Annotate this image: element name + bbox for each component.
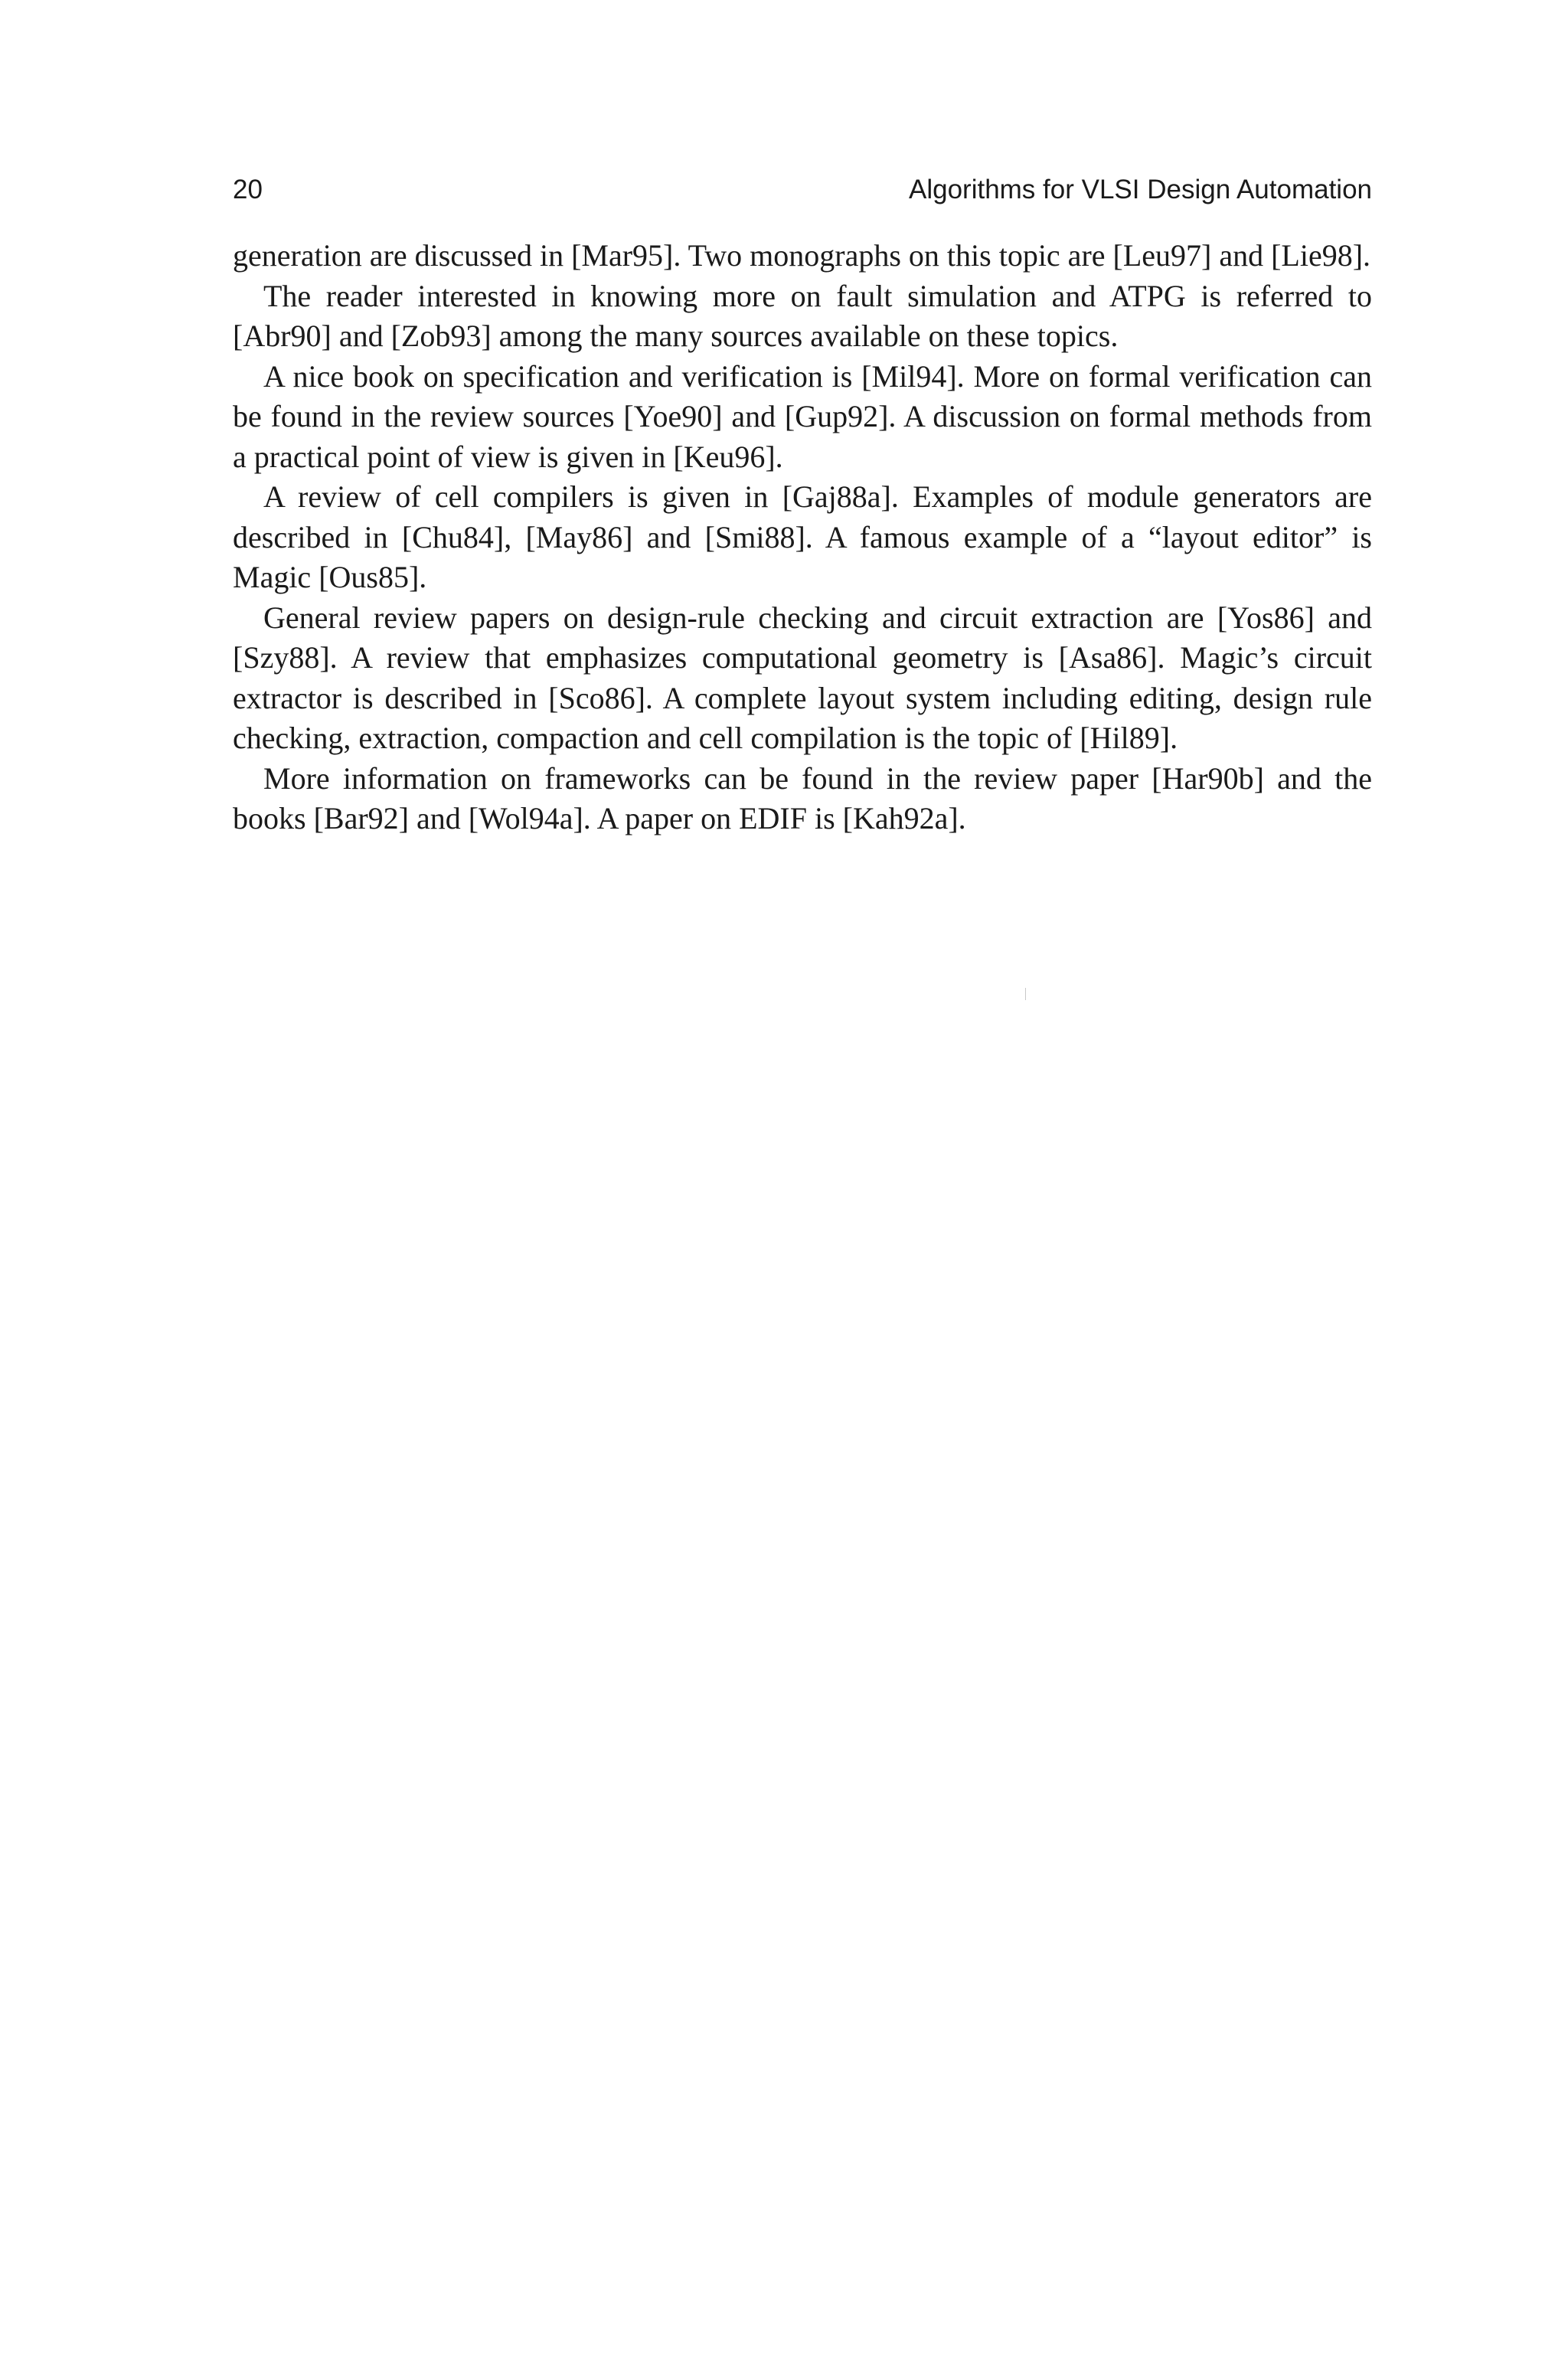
paragraph-cell-compilers: A review of cell compilers is given in [Gaj88a]. Examples of module generators are described in [Chu84], [May86] and [Smi88]. A famous example of a “layout editor” is Magic [Ous85]. — [233, 479, 1372, 594]
body-text — [233, 236, 1372, 839]
paragraph-fault-simulation: The reader interested in knowing more on fault simulation and ATPG is referred to [Abr90] and [Zob93] among the many sources available on these topics. — [233, 278, 1372, 353]
page-number: 20 — [233, 175, 263, 204]
paragraph-verification: A nice book on specification and verification is [Mil94]. More on formal verification can be found in the review sources [Yoe90] and [Gup92]. A discussion on formal methods from a practical point of view is given in [Keu96]. — [233, 358, 1372, 474]
paragraph-frameworks: More information on frameworks can be found in the review paper [Har90b] and the books [Bar92] and [Wol94a]. A paper on EDIF is [Kah92a]. — [233, 760, 1372, 835]
paragraph-continued: generation are discussed in [Mar95]. Two monographs on this topic are [Leu97] and [Lie98]. — [233, 238, 1371, 273]
book-title: Algorithms for VLSI Design Automation — [908, 175, 1372, 204]
paragraph-design-rule-checking: General review papers on design-rule checking and circuit extraction are [Yos86] and [Szy88]. A review that emphasizes computational geometry is [Asa86]. Magic’s circuit extractor is described in [Sco86]. A complete layout system including editing, design rule checking, extraction, compaction and cell compilation is the topic of [Hil89]. — [233, 600, 1372, 755]
scan-artifact — [1025, 988, 1026, 1000]
running-head — [233, 169, 1372, 211]
